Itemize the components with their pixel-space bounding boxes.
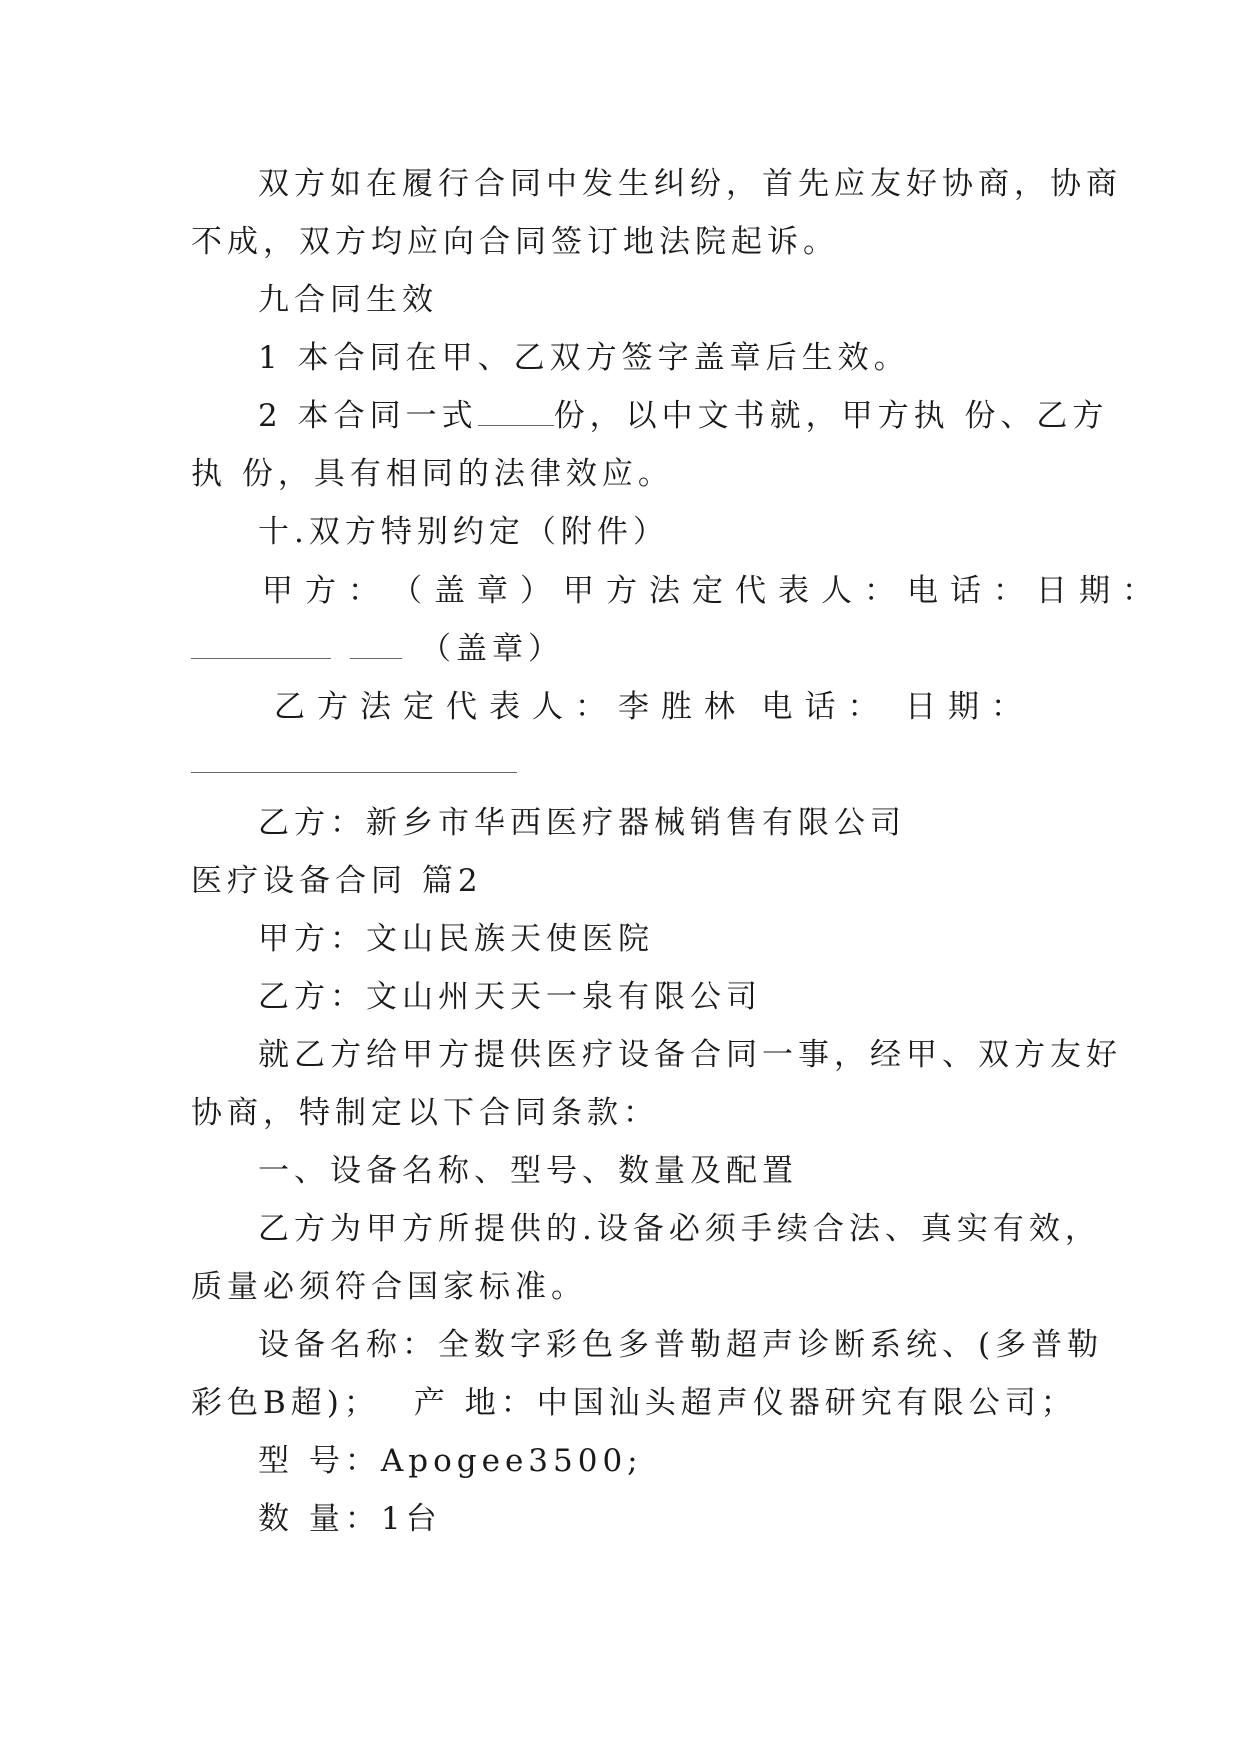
signature-blank-line [191, 772, 517, 773]
copies-text-cont: 份，以中文书就，甲方执 份、乙方 [553, 398, 1109, 434]
quantity-text: 数 量：1台 [258, 1501, 442, 1537]
paragraph-line: 就乙方给甲方提供医疗设备合同一事，经甲、双方友好 [258, 1037, 1122, 1073]
equipment-name-cont: 彩色B超)； [191, 1385, 380, 1421]
party-b-representative-label: 乙方法定代表人：李胜林 [274, 689, 747, 725]
copies-text: 2 本合同一式 [258, 398, 478, 434]
seal-label: （盖章） [420, 631, 564, 667]
paragraph-line: 质量必须符合国家标准。 [191, 1269, 587, 1305]
seal-label: （盖章） [391, 573, 563, 609]
paragraph-line: 执 份，具有相同的法律效应。 [191, 456, 674, 492]
date-label: 日期： [1036, 573, 1165, 609]
section-heading: 九合同生效 [258, 282, 438, 318]
paragraph-line: 乙方为甲方所提供的.设备必须手续合法、真实有效， [258, 1211, 1101, 1247]
party-b-company: 乙方：新乡市华西医疗器械销售有限公司 [258, 805, 906, 841]
paragraph-line [191, 1383, 1077, 1423]
section-title: 医疗设备合同 篇2 [191, 863, 483, 899]
party-a-name: 甲方：文山民族天使医院 [258, 921, 654, 957]
paragraph-line: 双方如在履行合同中发生纠纷，首先应友好协商，协商 [258, 166, 1122, 202]
party-a-representative-label: 甲方法定代表人： [563, 573, 907, 609]
phone-label: 电话： [761, 689, 891, 725]
origin-text: 产 地：中国汕头超声仪器研究有限公司； [413, 1385, 1077, 1421]
paragraph-line [258, 396, 1109, 436]
party-a-label: 甲方： [262, 573, 391, 609]
section-heading: 一、设备名称、型号、数量及配置 [258, 1153, 798, 1189]
party-b-signature-row [274, 687, 1034, 727]
paragraph-line: 协商，特制定以下合同条款： [191, 1095, 659, 1131]
copies-blank [478, 399, 554, 426]
party-a-signature-row [262, 571, 1165, 611]
party-b-name: 乙方：文山州天天一泉有限公司 [258, 979, 762, 1015]
signature-blank-line [191, 658, 331, 659]
phone-label: 电话： [907, 573, 1036, 609]
equipment-name: 设备名称：全数字彩色多普勒超声诊断系统、(多普勒 [258, 1327, 1104, 1363]
paragraph-line: 不成，双方均应向合同签订地法院起诉。 [191, 224, 839, 260]
date-label: 日期： [905, 689, 1034, 725]
model-text: 型 号：Apogee3500; [258, 1443, 643, 1479]
section-heading: 十.双方特别约定（附件） [258, 514, 669, 550]
paragraph-line: 1 本合同在甲、乙双方签字盖章后生效。 [258, 340, 910, 376]
signature-blank-line [350, 658, 402, 659]
